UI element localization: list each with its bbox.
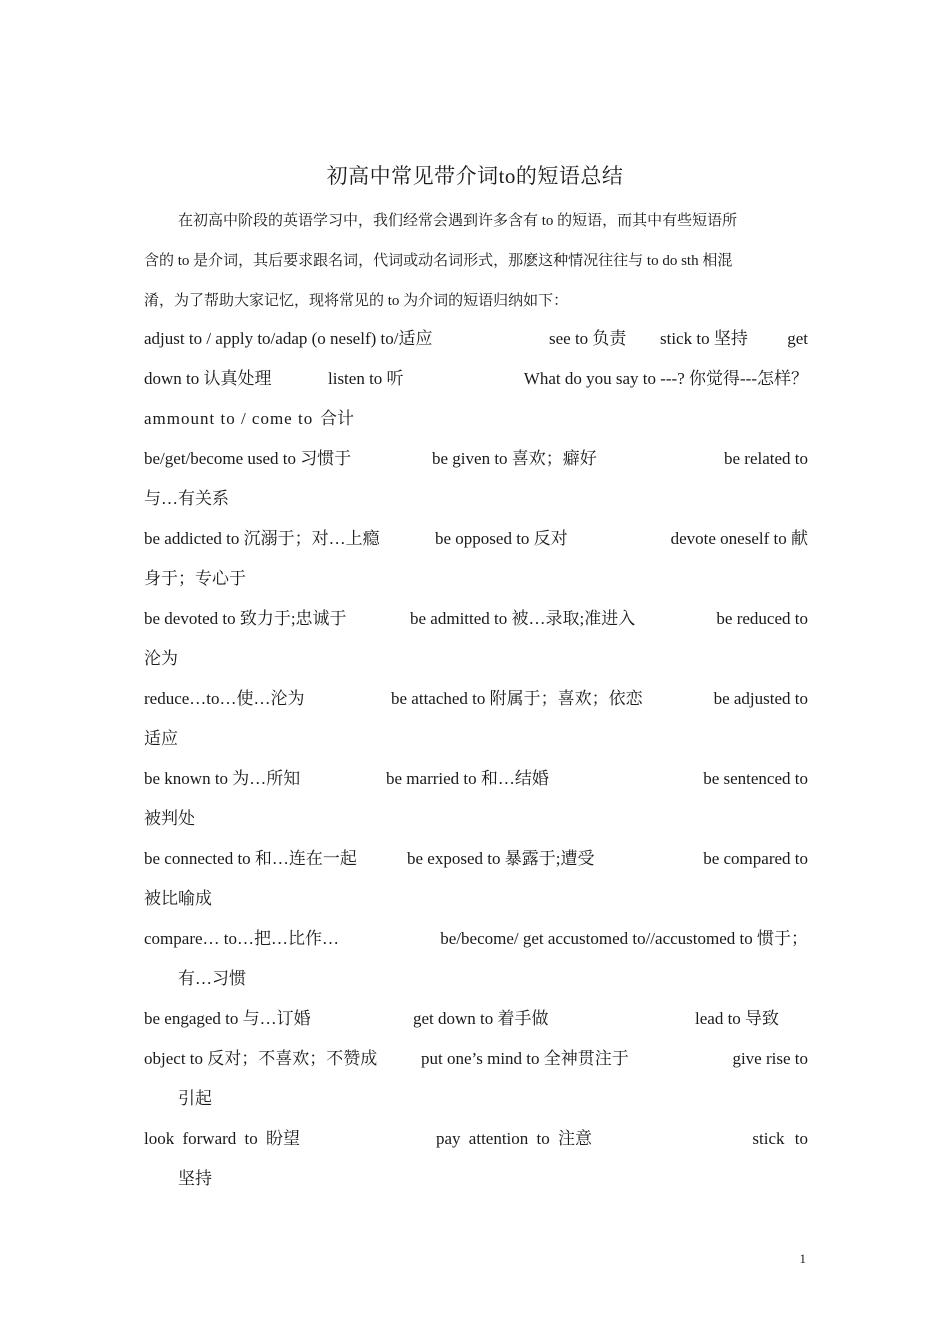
phrase-entry: be exposed to 暴露于;遭受: [407, 849, 595, 868]
phrase-entry: 有…习惯: [178, 969, 246, 988]
phrase-entry: be adjusted to: [713, 689, 808, 708]
phrase-entry: be compared to: [703, 849, 808, 868]
phrase-line: [144, 1127, 808, 1151]
phrase-entry: down to 认真处理: [144, 369, 272, 388]
phrase-entry: be related to: [723, 449, 808, 468]
phrase-line: [144, 1167, 808, 1191]
phrase-line: [144, 447, 808, 471]
phrase-entry: compare… to…把…比作…: [144, 929, 339, 948]
phrase-entry: listen to 听: [328, 369, 404, 388]
phrase-entry: 被比喻成: [144, 889, 212, 908]
phrase-entry: What do you say to ---? 你觉得---怎样？: [523, 369, 808, 388]
phrase-entry: be engaged to 与…订婚: [144, 1009, 311, 1028]
phrase-line: [144, 607, 808, 631]
phrase-entry: object to 反对；不喜欢；不赞成: [144, 1049, 378, 1068]
phrase-entry: put one’s mind to 全神贯注于: [421, 1049, 629, 1068]
phrase-entry: 沦为: [144, 649, 178, 668]
intro-line-1: 在初高中阶段的英语学习中，我们经常会遇到许多含有 to 的短语，而其中有些短语所: [178, 213, 738, 229]
phrase-line: [144, 967, 808, 991]
phrase-entry: be/get/become used to 习惯于: [144, 449, 352, 468]
phrase-entry: get down to 着手做: [413, 1009, 549, 1028]
phrase-entry: be connected to 和…连在一起: [144, 849, 357, 868]
phrase-entry: be admitted to 被…录取;准进入: [410, 609, 636, 628]
phrase-line: [144, 887, 808, 911]
phrase-entry: 坚持: [178, 1169, 212, 1188]
phrase-entry: be married to 和…结婚: [386, 769, 549, 788]
phrase-entry: adjust to / apply to/adap (o neself) to/适应: [144, 329, 433, 348]
phrase-entry: be sentenced to: [703, 769, 808, 788]
phrase-line: [144, 647, 808, 671]
phrase-line: [144, 1087, 808, 1111]
phrase-line: [144, 927, 808, 951]
phrase-entry: look forward to 盼望: [144, 1129, 301, 1148]
phrase-entry: 与…有关系: [144, 489, 229, 508]
phrase-line: [144, 567, 808, 591]
phrase-entry: be devoted to 致力于;忠诚于: [144, 609, 347, 628]
phrase-entry: stick to 坚持: [660, 329, 748, 348]
phrase-line: [144, 367, 808, 391]
phrase-line: [144, 727, 808, 751]
phrase-entry: get: [787, 329, 808, 348]
phrase-line: [144, 487, 808, 511]
phrase-line: [144, 767, 808, 791]
phrase-entry: be opposed to 反对: [435, 529, 568, 548]
phrase-line: [144, 687, 808, 711]
intro-line-2: 含的 to 是介词，其后要求跟名词，代词或动名词形式，那麽这种情况往往与 to do sth 相混: [144, 253, 733, 269]
phrase-entry: be known to 为…所知: [144, 769, 301, 788]
phrase-line: [144, 527, 808, 551]
phrase-entry: reduce…to…使…沦为: [144, 689, 305, 708]
phrase-entry: be reduced to: [716, 609, 808, 628]
phrase-line: [144, 1047, 808, 1071]
phrase-entry: be given to 喜欢；癖好: [432, 449, 597, 468]
phrase-line: [144, 847, 808, 871]
phrase-entry: be/become/ get accustomed to//accustomed to 惯于；: [440, 929, 808, 948]
phrase-entry: 身于；专心于: [144, 569, 246, 588]
phrase-entry: be addicted to 沉溺于；对…上瘾: [144, 529, 380, 548]
intro-line-3: 淆，为了帮助大家记忆，现将常见的 to 为介词的短语归纳如下：: [144, 293, 569, 309]
phrase-entry: 合计: [320, 409, 354, 428]
document-title: 初高中常见带介词to的短语总结: [326, 164, 624, 188]
phrase-line: [144, 1007, 808, 1031]
phrase-line: [144, 807, 808, 831]
phrase-entry: 适应: [144, 729, 178, 748]
phrase-entry: lead to 导致: [695, 1009, 780, 1028]
phrase-entry: 被判处: [144, 809, 195, 828]
phrase-entry: be attached to 附属于；喜欢；依恋: [391, 689, 643, 708]
phrase-entry: devote oneself to 献: [670, 529, 808, 548]
phrase-line: [144, 407, 808, 431]
phrase-entry: ammount to / come to: [144, 409, 314, 428]
phrase-line: [144, 327, 808, 351]
page-number: 1: [799, 1251, 806, 1266]
phrase-entry: pay attention to 注意: [436, 1129, 593, 1148]
phrase-entry: see to 负责: [549, 329, 627, 348]
phrase-entry: stick to: [752, 1129, 808, 1148]
phrase-entry: give rise to: [732, 1049, 808, 1068]
phrase-entry: 引起: [178, 1089, 212, 1108]
